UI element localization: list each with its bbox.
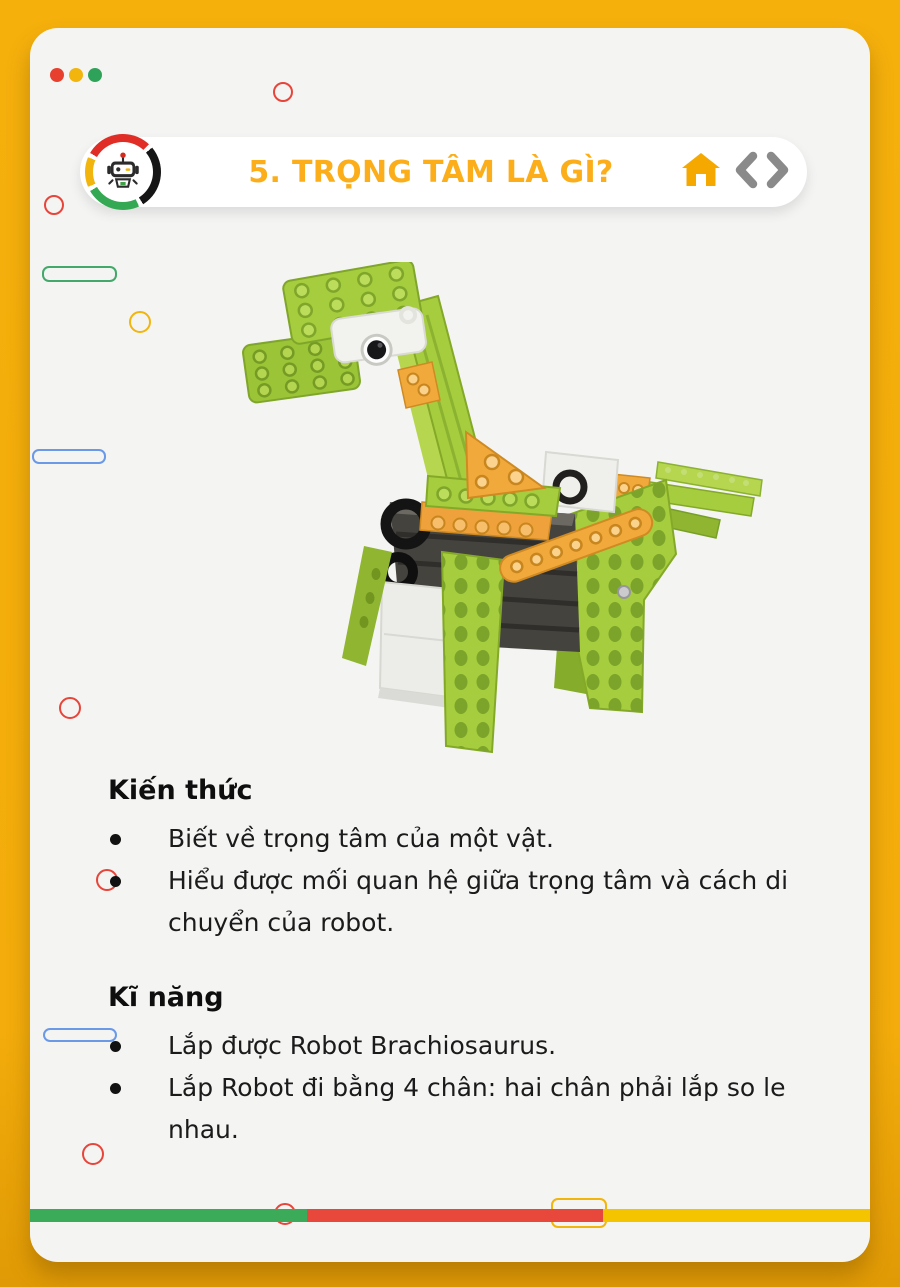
section-knowledge <box>108 775 808 944</box>
section-heading: Kiến thức <box>108 775 253 806</box>
prev-button[interactable] <box>733 151 759 191</box>
decor-circle <box>82 1143 104 1165</box>
footer-segment-yellow <box>603 1209 870 1222</box>
robot-brachiosaurus-image <box>230 262 770 759</box>
footer-progress-bar <box>30 1209 870 1222</box>
home-button[interactable] <box>680 150 722 192</box>
window-dot-yellow <box>69 68 83 82</box>
decor-pill <box>43 1028 117 1042</box>
next-button[interactable] <box>765 151 791 191</box>
decor-pill <box>32 449 106 464</box>
bullet-item: Biết về trọng tâm của một vật. <box>108 818 808 860</box>
robot-logo-badge[interactable] <box>85 134 161 210</box>
window-dot-green <box>88 68 102 82</box>
footer-segment-green <box>30 1209 307 1222</box>
decor-circle <box>59 697 81 719</box>
decor-pill <box>42 266 117 282</box>
bullet-item: Hiểu được mối quan hệ giữa trọng tâm và cách di chuyển của robot. <box>108 860 808 944</box>
section-skills <box>108 982 808 1151</box>
header-bar <box>80 137 807 207</box>
bullet-list <box>108 818 808 944</box>
bullet-list <box>108 1025 808 1151</box>
decor-circle <box>129 311 151 333</box>
window-dot-red <box>50 68 64 82</box>
decor-circle <box>44 195 64 215</box>
section-heading: Kĩ năng <box>108 982 224 1013</box>
robot-logo-icon <box>93 142 153 202</box>
chevron-left-icon <box>734 151 758 189</box>
page-title: 5. TRỌNG TÂM LÀ GÌ? <box>248 154 614 190</box>
bullet-item: Lắp được Robot Brachiosaurus. <box>108 1025 808 1067</box>
chevron-right-icon <box>766 151 790 189</box>
bullet-item: Lắp Robot đi bằng 4 chân: hai chân phải lắp so le nhau. <box>108 1067 808 1151</box>
decor-circle <box>273 82 293 102</box>
home-icon <box>681 150 721 190</box>
footer-segment-red <box>307 1209 603 1222</box>
